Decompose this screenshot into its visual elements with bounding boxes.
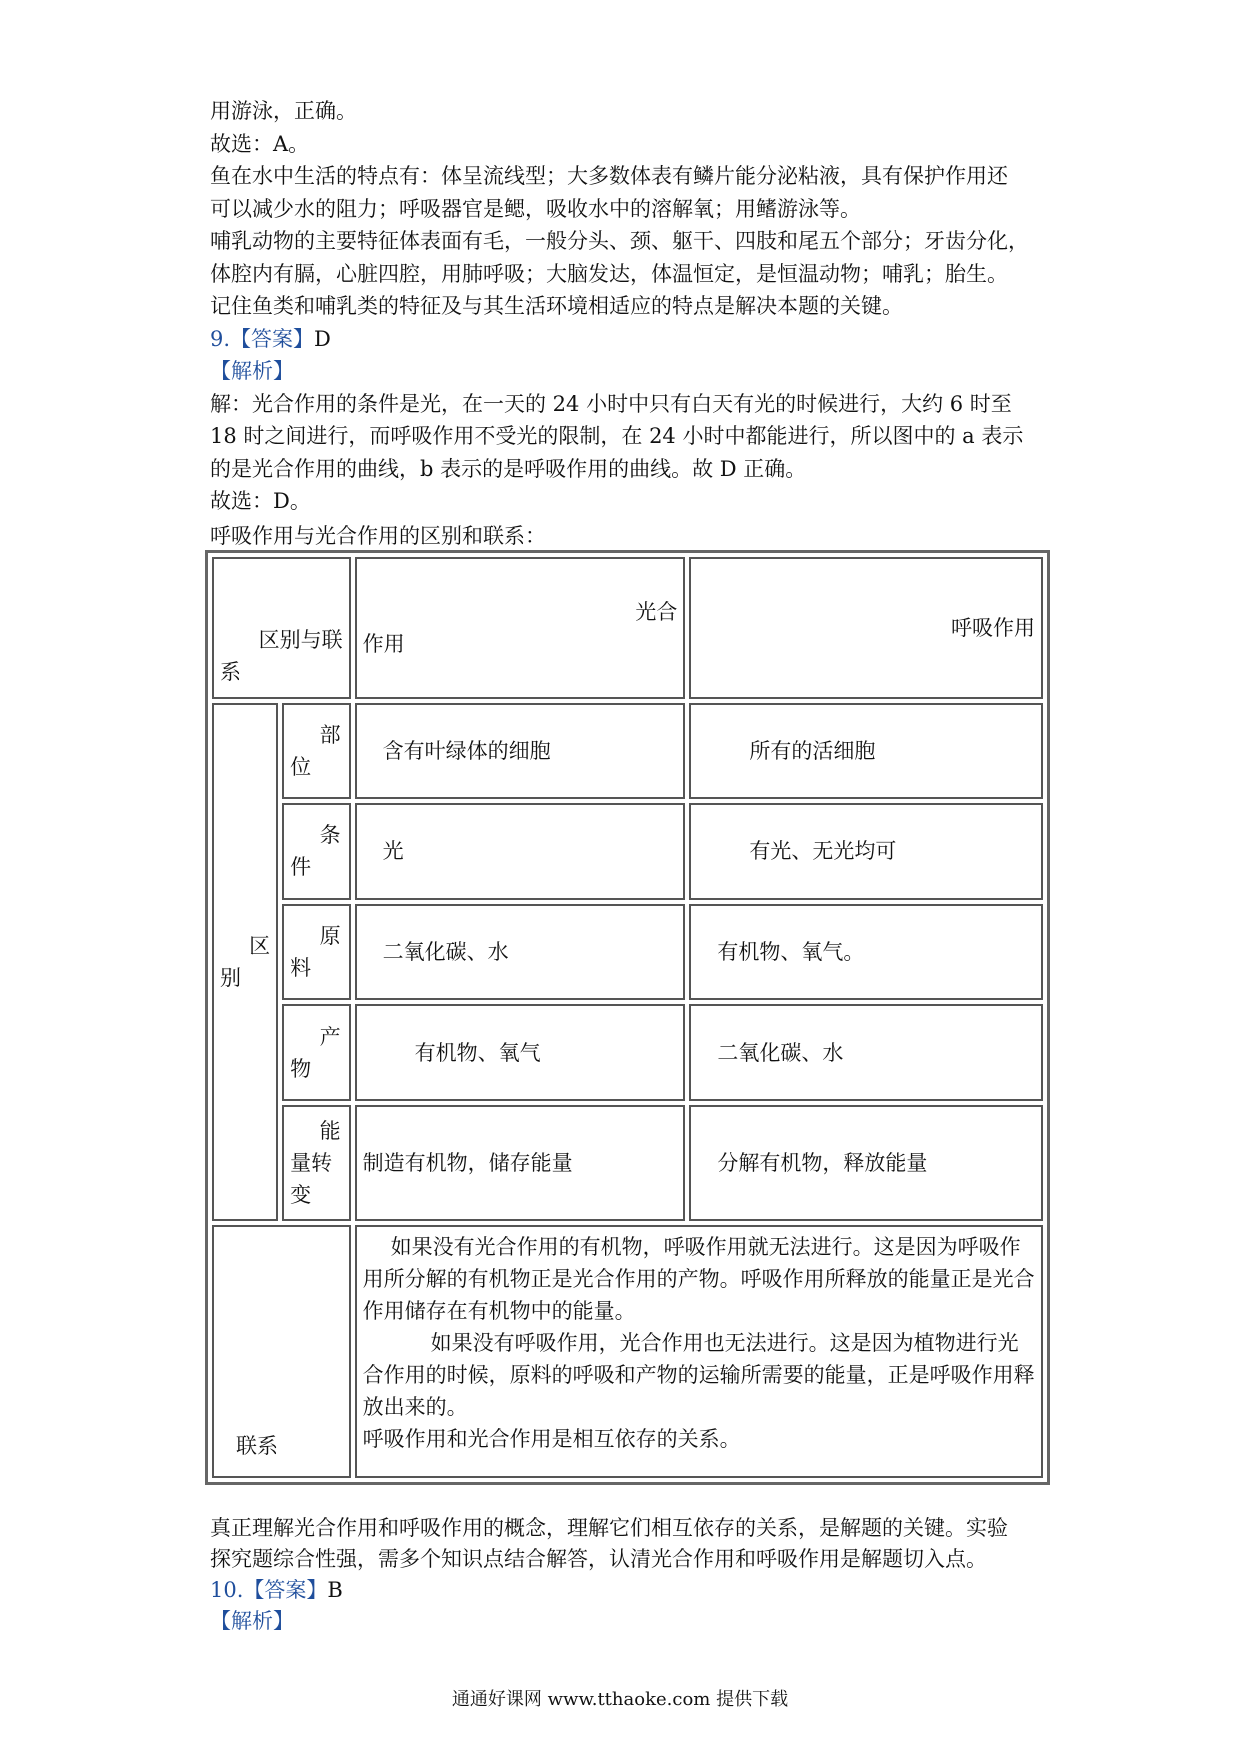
- link-paragraph: 如果没有光合作用的有机物，呼吸作用就无法进行。这是因为呼吸作用所分解的有机物正是光合作用的产物。呼吸作用所释放的能量正是光合作用储存在有机物中的能量。: [362, 1234, 1035, 1323]
- header-corner-a: 区别与联: [258, 627, 343, 652]
- resp-cell: 二氧化碳、水: [689, 1004, 1043, 1101]
- category-cell: [282, 803, 350, 900]
- q9-analysis-label: 【解析】: [210, 359, 294, 383]
- comparison-table: [205, 550, 1050, 1485]
- link-paragraph: 如果没有呼吸作用，光合作用也无法进行。这是因为植物进行光合作用的时候，原料的呼吸和产物的运输所需要的能量，正是呼吸作用释放出来的。: [362, 1330, 1035, 1419]
- table-row: [212, 904, 1043, 1001]
- text-line: 探究题综合性强，需多个知识点结合解答，认清光合作用和呼吸作用是解题切入点。: [210, 1547, 987, 1571]
- header-corner-b: 系: [220, 659, 241, 684]
- q9-answer-line: [210, 323, 1040, 356]
- category-b: 料: [290, 956, 312, 981]
- text-line: 用游泳，正确。: [210, 99, 357, 123]
- category-a: 原: [319, 924, 341, 949]
- table-row-link: [212, 1225, 1043, 1478]
- header-photo-b: 作用: [362, 631, 405, 656]
- table-row-energy: [212, 1105, 1043, 1221]
- category-cell: [282, 1105, 350, 1221]
- category-b: 件: [290, 855, 312, 880]
- text-line: 的是光合作用的曲线，b 表示的是呼吸作用的曲线。故 D 正确。: [210, 456, 807, 481]
- photo-cell: 制造有机物，储存能量: [355, 1105, 686, 1221]
- category-cell: [282, 1004, 350, 1101]
- after-table-paragraph: [210, 1513, 1040, 1637]
- table-row: [212, 703, 1043, 800]
- table-intro: 呼吸作用与光合作用的区别和联系：: [210, 524, 546, 548]
- link-paragraph: 呼吸作用和光合作用是相互依存的关系。: [362, 1426, 741, 1451]
- link-label-cell: 联系: [212, 1225, 351, 1478]
- text-line: 解：光合作用的条件是光，在一天的 24 小时中只有白天有光的时候进行，大约 6 时至: [210, 391, 1012, 416]
- resp-cell: 所有的活细胞: [689, 703, 1043, 800]
- category-a: 条: [319, 823, 341, 848]
- text-line: 故选：D。: [210, 489, 311, 513]
- page-footer: 通通好课网 www.tthaoke.com 提供下载: [451, 1689, 789, 1710]
- photo-cell: 光: [355, 803, 686, 900]
- top-paragraph: [210, 95, 1040, 518]
- text-line: 18 时之间进行，而呼吸作用不受光的限制，在 24 小时中都能进行，所以图中的 a 表示: [210, 424, 1024, 448]
- table-row: [212, 803, 1043, 900]
- text-line: 记住鱼类和哺乳类的特征及与其生活环境相适应的特点是解决本题的关键。: [210, 294, 903, 318]
- photo-cell: 二氧化碳、水: [355, 904, 686, 1001]
- resp-cell: 分解有机物，释放能量: [689, 1105, 1043, 1221]
- q10-answer-label: 10.【答案】: [210, 1578, 328, 1602]
- text-line: 真正理解光合作用和呼吸作用的概念，理解它们相互依存的关系，是解题的关键。实验: [210, 1516, 1008, 1540]
- category-c: 变: [290, 1182, 312, 1207]
- q9-answer-value: D: [314, 326, 331, 351]
- category-a: 部: [319, 722, 341, 747]
- header-respiration-cell: 呼吸作用: [689, 557, 1043, 699]
- group-label-a: 区: [249, 933, 271, 958]
- header-corner-cell: [212, 557, 351, 699]
- category-a: 能: [319, 1118, 341, 1143]
- header-photosynthesis-cell: [355, 557, 686, 699]
- category-cell: [282, 904, 350, 1001]
- group-label-cell: [212, 703, 278, 1221]
- header-photo-a: 光合: [635, 599, 678, 624]
- resp-cell: 有光、无光均可: [689, 803, 1043, 900]
- text-line: 体腔内有膈，心脏四腔，用肺呼吸；大脑发达，体温恒定，是恒温动物；哺乳；胎生。: [210, 261, 1008, 286]
- q10-answer-value: B: [327, 1578, 343, 1602]
- category-b: 物: [290, 1056, 312, 1081]
- q9-answer-label: 9.【答案】: [210, 326, 315, 351]
- photo-cell: 有机物、氧气: [355, 1004, 686, 1101]
- category-a: 产: [319, 1024, 341, 1049]
- q10-analysis-label: 【解析】: [210, 1609, 294, 1633]
- text-line: 故选：A。: [210, 131, 310, 156]
- text-line: 哺乳动物的主要特征体表面有毛，一般分头、颈、躯干、四肢和尾五个部分；牙齿分化，: [210, 229, 1029, 253]
- q10-answer-line: [210, 1575, 1040, 1606]
- category-cell: [282, 703, 350, 800]
- group-label-b: 别: [220, 965, 241, 990]
- photo-cell: 含有叶绿体的细胞: [355, 703, 686, 800]
- category-b: 量转: [290, 1150, 333, 1175]
- category-b: 位: [290, 754, 312, 779]
- link-content-cell: [355, 1225, 1043, 1478]
- table-header-row: [212, 557, 1043, 699]
- table-row: [212, 1004, 1043, 1101]
- resp-cell: 有机物、氧气。: [689, 904, 1043, 1001]
- text-line: 鱼在水中生活的特点有：体呈流线型；大多数体表有鳞片能分泌粘液，具有保护作用还: [210, 164, 1008, 188]
- text-line: 可以减少水的阻力；呼吸器官是鳃，吸收水中的溶解氧；用鳍游泳等。: [210, 196, 861, 221]
